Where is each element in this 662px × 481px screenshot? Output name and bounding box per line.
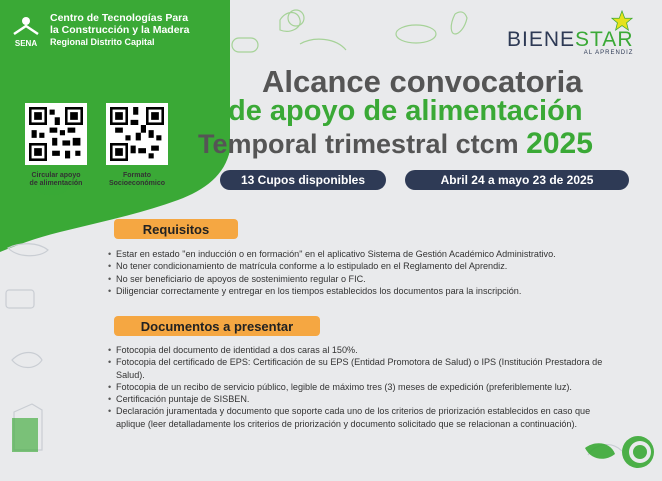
sena-org-header: [8, 12, 189, 48]
qr-code-circular[interactable]: [25, 103, 87, 165]
star-icon: [611, 10, 633, 32]
list-item: • Fotocopia del documento de identidad a dos caras al 150%.: [108, 344, 608, 356]
fechas-badge: Abril 24 a mayo 23 de 2025: [405, 170, 629, 190]
sena-logo-icon: [8, 12, 44, 48]
documentos-heading: Documentos a presentar: [114, 316, 320, 336]
bienestar-logo: BIENESTAR AL APRENDIZ: [507, 28, 634, 56]
org-line3: Regional Distrito Capital: [50, 37, 155, 47]
qr-code-icon: [110, 107, 164, 161]
list-item: • Fotocopia del certificado de EPS: Certificación de su EPS (Entidad Promotora de Salud) o IPS (Institución Prestadora de Salud).: [108, 356, 608, 381]
list-item: • No tener condicionamiento de matrícula conforme a lo estipulado en el Reglamento del Aprendiz.: [108, 260, 643, 272]
svg-text:SENA: SENA: [14, 39, 38, 48]
cupos-badge: 13 Cupos disponibles: [220, 170, 386, 190]
list-item: • Estar en estado "en inducción o en formación" en el aplicativo Sistema de Gestión Académico Administrativo.: [108, 248, 643, 260]
list-item: • Diligenciar correctamente y entregar en los tiempos establecidos los documentos para la inscripción.: [108, 285, 643, 297]
list-item: • No ser beneficiario de apoyos de sostenimiento regular o FIC.: [108, 273, 643, 285]
list-item: • Certificación puntaje de SISBEN.: [108, 393, 608, 405]
requisitos-list: [108, 248, 643, 297]
title-year: 2025: [526, 127, 593, 160]
org-line2: la Construcción y la Madera: [50, 24, 190, 36]
list-item: • Fotocopia de un recibo de servicio público, legible de máximo tres (3) meses de expedición (preferiblemente luz).: [108, 381, 608, 393]
org-name: [50, 12, 189, 48]
qr-label-circular: Circular apoyo de alimentación: [29, 172, 83, 187]
title-line1: Alcance convocatoria: [262, 64, 583, 99]
qr-code-formato[interactable]: [106, 103, 168, 165]
list-item: • Declaración juramentada y documento que soporte cada uno de los criterios de priorización establecidos en caso que aplique (leer detalladamente los criterios de priorización y documento solicitado que se relacionan a continuación).: [108, 405, 608, 430]
qr-code-icon: [29, 107, 83, 161]
org-line1: Centro de Tecnologías Para: [50, 12, 189, 24]
requisitos-heading: Requisitos: [114, 219, 238, 239]
title-line3: Temporal trimestral ctcm 2025: [198, 127, 593, 160]
title-line2: de apoyo de alimentación: [228, 95, 583, 127]
qr-label-formato: Formato Socioeconómico: [108, 172, 165, 187]
documentos-list: [108, 344, 608, 430]
